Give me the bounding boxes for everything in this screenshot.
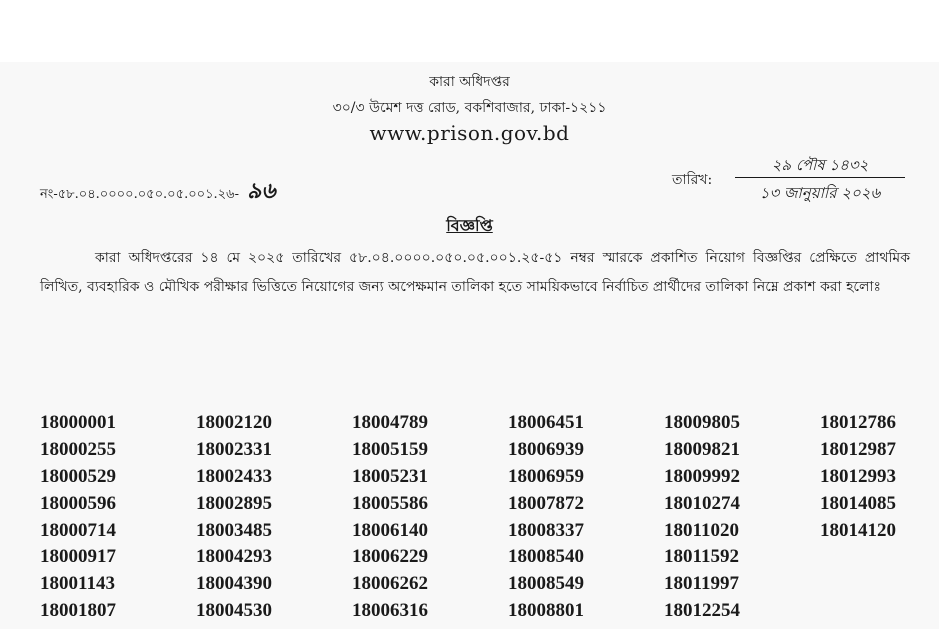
roll-number-cell: 18002331 [196,438,272,460]
date-label: তারিখ: [672,172,713,188]
roll-number-cell: 18003485 [196,519,272,541]
notice-title [0,213,939,240]
roll-number-cell: 18000001 [40,412,116,433]
roll-number-cell: 18006959 [508,465,584,487]
roll-number-cell: 18008801 [508,600,584,622]
roll-number-cell: 18002433 [196,465,272,487]
roll-number-cell: 18000529 [40,465,116,487]
roll-number-cell: 18006229 [352,546,428,568]
roll-number-cell: 18012254 [664,600,740,622]
roll-number-cell: 18011592 [664,546,739,568]
roll-number-cell: 18008549 [508,573,584,595]
roll-number-cell: 18005586 [352,492,428,514]
date-bangla: ২৯ পৌষ ১৪৩২ [771,156,869,174]
roll-number-cell: 18006939 [508,438,584,460]
roll-number-cell: 18011997 [664,573,739,595]
roll-number-cell: 18011020 [664,519,739,541]
roll-number-cell: 18007872 [508,492,584,514]
roll-number-cell: 18010274 [664,492,740,514]
memo-number-line [40,174,276,211]
memo-number: নং-৫৮.০৪.০০০০.০৫০.০৫.০০১.২৬- [40,187,239,202]
date-divider [735,177,905,178]
roll-number-cell: 18006451 [508,412,584,433]
roll-number-cell: 18006140 [352,519,428,541]
roll-number-cell: 18004390 [196,573,272,595]
roll-number-cell: 18008337 [508,519,584,541]
roll-number-cell: 18012987 [820,438,896,460]
roll-number-cell: 18012786 [820,412,896,433]
roll-number-cell: 18012993 [820,465,896,487]
roll-number-cell: 18004293 [196,546,272,568]
roll-number-cell [820,544,939,571]
date-gregorian: ১৩ জানুয়ারি ২০২৬ [759,184,881,202]
roll-number-cell: 18014085 [820,492,896,514]
roll-number-cell [820,598,939,625]
roll-number-table [40,410,930,625]
roll-number-cell: 18006316 [352,600,428,622]
office-name: কারা অধিদপ্তর [429,74,510,90]
roll-number-cell [820,571,939,598]
roll-number-cell: 18004530 [196,600,272,622]
roll-number-cell: 18000917 [40,546,116,568]
notice-title-text: বিজ্ঞপ্তি [446,216,493,235]
roll-number-cell: 18001807 [40,600,116,622]
roll-number-cell: 18009805 [664,412,740,433]
roll-number-cell: 18014120 [820,519,896,541]
roll-number-cell: 18000596 [40,492,116,514]
roll-number-cell: 18009992 [664,465,740,487]
notice-body: কারা অধিদপ্তরের ১৪ মে ২০২৫ তারিখের ৫৮.০৪.০০০০.০৫০.০৫.০০১.২৫-৫১ নম্বর স্মারকে প্রকাশিত নিয়োগ বিজ্ঞপ্তির প্রেক্ষিতে প্রাথমিক লিখিত, ব্যবহারিক ও মৌখিক পরীক্ষার ভিত্তিতে নিয়োগের জন্য অপেক্ষমান তালিকা হতে সাময়িকভাবে নির্বাচিত প্রার্থীদের তালিকা নিম্নে প্রকাশ করা হলোঃ [40,250,910,295]
memo-handwritten-number: ৯৬ [246,179,276,204]
roll-number-cell: 18005231 [352,465,428,487]
roll-number-cell: 18000714 [40,519,116,541]
office-website: www.prison.gov.bd [369,121,570,145]
roll-number-cell: 18005159 [352,438,428,460]
roll-number-cell: 18004789 [352,412,428,433]
roll-number-cell: 18002895 [196,492,272,514]
office-address: ৩০/৩ উমেশ দত্ত রোড, বকশিবাজার, ঢাকা-১২১১ [332,100,607,116]
top-margin [0,0,939,62]
roll-number-cell: 18006262 [352,573,428,595]
roll-number-cell: 18001143 [40,573,115,595]
roll-number-cell: 18009821 [664,438,740,460]
roll-number-cell: 18000255 [40,438,116,460]
roll-number-cell: 18002120 [196,412,272,433]
roll-number-cell: 18008540 [508,546,584,568]
